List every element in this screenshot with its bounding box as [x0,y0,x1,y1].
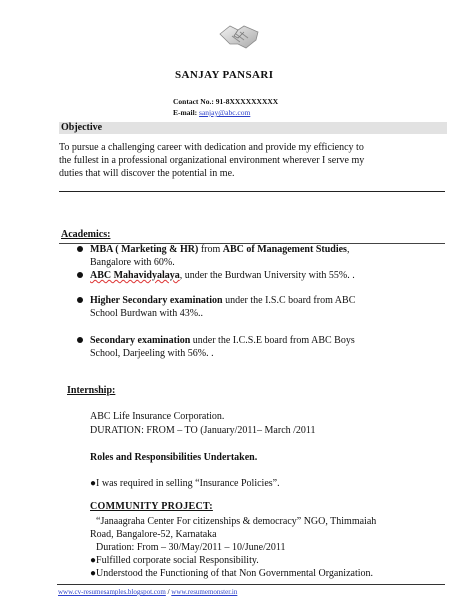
item-text: under the I.S.C board from ABC [222,295,356,306]
internship-company: ABC Life Insurance Corporation. [90,411,225,422]
email-row [173,107,278,118]
item-text: , under the Burdwan University with 55%. . [179,270,355,281]
list-item [77,269,407,282]
email-link[interactable]: sanjay@abc.com [199,108,251,117]
candidate-name: SANJAY PANSARI [175,69,274,81]
list-item [77,243,407,269]
contact-block [173,96,278,118]
footer-separator: / [165,588,172,596]
institution-name: ABC Mahavidyalaya [90,270,180,281]
objective-heading: Objective [59,122,447,134]
contact-number: Contact No.: 91-8XXXXXXXXX [173,97,279,106]
internship-duration: DURATION: FROM – TO (January/2011– March /2011 [90,425,316,436]
role-item: ●I was required in selling “Insurance Policies”. [90,478,280,489]
community-project-heading: COMMUNITY PROJECT: [90,501,213,512]
community-line: ●Understood the Functioning of that Non Governmental Organization. [90,568,374,579]
bullet-icon [77,297,83,303]
footer [58,588,237,596]
item-text: School Burdwan with 43%.. [90,308,204,319]
item-text: Bangalore with 60%. [90,257,175,268]
bullet-icon [77,272,83,278]
internship-heading: Internship: [67,385,116,396]
objective-line: duties that will discover the potential in me. [59,168,235,179]
item-text: from [198,244,223,255]
divider [59,191,445,192]
footer-link[interactable]: www.resumemonster.in [171,588,238,596]
list-item [77,334,407,360]
objective-line: the fullest in a professional organizational environment wherever I serve my [59,155,365,166]
handshake-icon [218,14,262,58]
degree-name: MBA ( Marketing & HR) [90,244,199,255]
objective-text [59,141,451,180]
exam-name: Higher Secondary examination [90,295,223,306]
community-line: “Janaagraha Center For citizenships & democracy” NGO, Thimmaiah [96,516,377,527]
academics-heading: Academics: [61,229,111,240]
roles-heading: Roles and Responsibilities Undertaken. [90,452,258,463]
bullet-icon [77,246,83,252]
community-line: Duration: From – 30/May/2011 – 10/June/2011 [96,542,286,553]
item-text: School, Darjeeling with 56%. . [90,348,214,359]
bullet-icon [77,337,83,343]
item-text: , [346,244,350,255]
objective-line: To pursue a challenging career with dedication and provide my efficiency to [59,142,364,153]
footer-link[interactable]: www.cv-resumesamples.blogspot.com [58,588,166,596]
list-item [77,294,407,320]
exam-name: Secondary examination [90,335,191,346]
institution-name: ABC of Management Studies [222,244,347,255]
community-line: Road, Bangalore-52, Karnataka [90,529,217,540]
email-label: E-mail: [173,108,198,117]
footer-divider [57,584,445,585]
item-text: under the I.C.S.E board from ABC Boys [190,335,355,346]
community-line: ●Fulfilled corporate social Responsibility. [90,555,259,566]
